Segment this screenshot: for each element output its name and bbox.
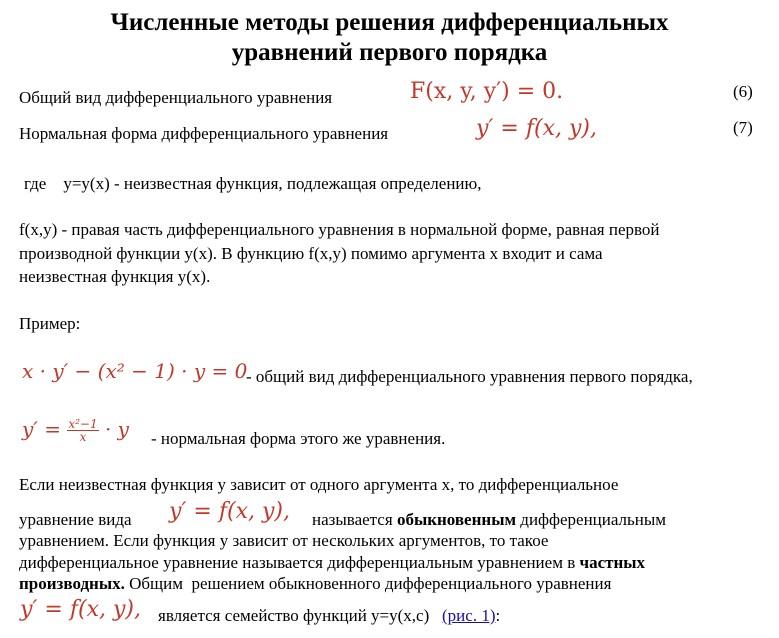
- fraction-numerator: x²−1: [68, 417, 98, 431]
- final-para-line2-rest: [312, 510, 666, 530]
- general-form-formula: F(x, y, y′) = 0.: [410, 79, 564, 104]
- final-para-bold-ordinary: обыкновенным: [396, 510, 517, 529]
- example-formula-normal: [22, 417, 129, 443]
- final-para-line6-b: :: [495, 606, 501, 625]
- equation-number-6: (6): [733, 82, 753, 101]
- page-title-line1: Численные методы решения дифференциальных: [110, 9, 669, 36]
- final-para-line4: [19, 553, 645, 573]
- example-formula-normal-lhs: y′ =: [22, 417, 61, 441]
- final-para-line4-a: дифференциальное уравнение называется дифференциальным уравнением в: [19, 553, 576, 572]
- figure-1-link[interactable]: (рис. 1): [442, 606, 496, 625]
- fxy-para-line1: f(x,y) - правая часть дифференциального уравнения в нормальной форме, равная первой: [19, 220, 660, 239]
- final-para-line6: [158, 606, 500, 626]
- normal-form-label: Нормальная форма дифференциального уравнения: [19, 124, 389, 143]
- final-para-bold-partial: частных: [579, 553, 646, 572]
- final-para-line2-b: называется: [312, 510, 393, 529]
- fxy-para-line2: производной функции y(x). В функцию f(x,y) помимо аргумента x входит и сама: [19, 244, 603, 263]
- final-para-formula-1: y′ = f(x, y),: [169, 499, 290, 524]
- page-title-line2: уравнений первого порядка: [231, 39, 548, 66]
- fxy-para-line3: неизвестная функция y(x).: [19, 267, 211, 286]
- equation-number-7: (7): [733, 118, 753, 137]
- general-form-label: Общий вид дифференциального уравнения: [19, 88, 333, 107]
- example-formula-general: x · y′ − (x² − 1) · y = 0: [22, 359, 248, 383]
- final-para-line5: [19, 574, 611, 594]
- example-text-normal: - нормальная форма этого же уравнения.: [151, 429, 446, 448]
- example-label: Пример:: [19, 314, 81, 333]
- final-para-line6-a: является семейство функций y=y(x,c): [158, 606, 430, 625]
- final-para-line2-a: уравнение вида: [19, 510, 132, 529]
- final-para-line3: уравнением. Если функция y зависит от нескольких аргументов, то такое: [19, 531, 549, 550]
- example-formula-normal-rhs: · y: [104, 417, 129, 441]
- final-para-formula-2: y′ = f(x, y),: [20, 597, 141, 622]
- normal-form-formula: y′ = f(x, y),: [476, 116, 597, 141]
- final-para-line1: Если неизвестная функция y зависит от одного аргумента x, то дифференциальное: [19, 475, 619, 494]
- final-para-line5-b: Общим решением обыкновенного дифференциального уравнения: [129, 574, 612, 593]
- final-para-bold-derivatives: производных.: [19, 574, 125, 593]
- example-text-general: - общий вид дифференциального уравнения первого порядка,: [246, 367, 693, 386]
- where-line: где y=y(x) - неизвестная функция, подлежащая определению,: [24, 174, 482, 193]
- final-para-line2-c: дифференциальным: [520, 510, 667, 529]
- example-fraction: [67, 418, 98, 443]
- fraction-denominator: x: [79, 430, 87, 444]
